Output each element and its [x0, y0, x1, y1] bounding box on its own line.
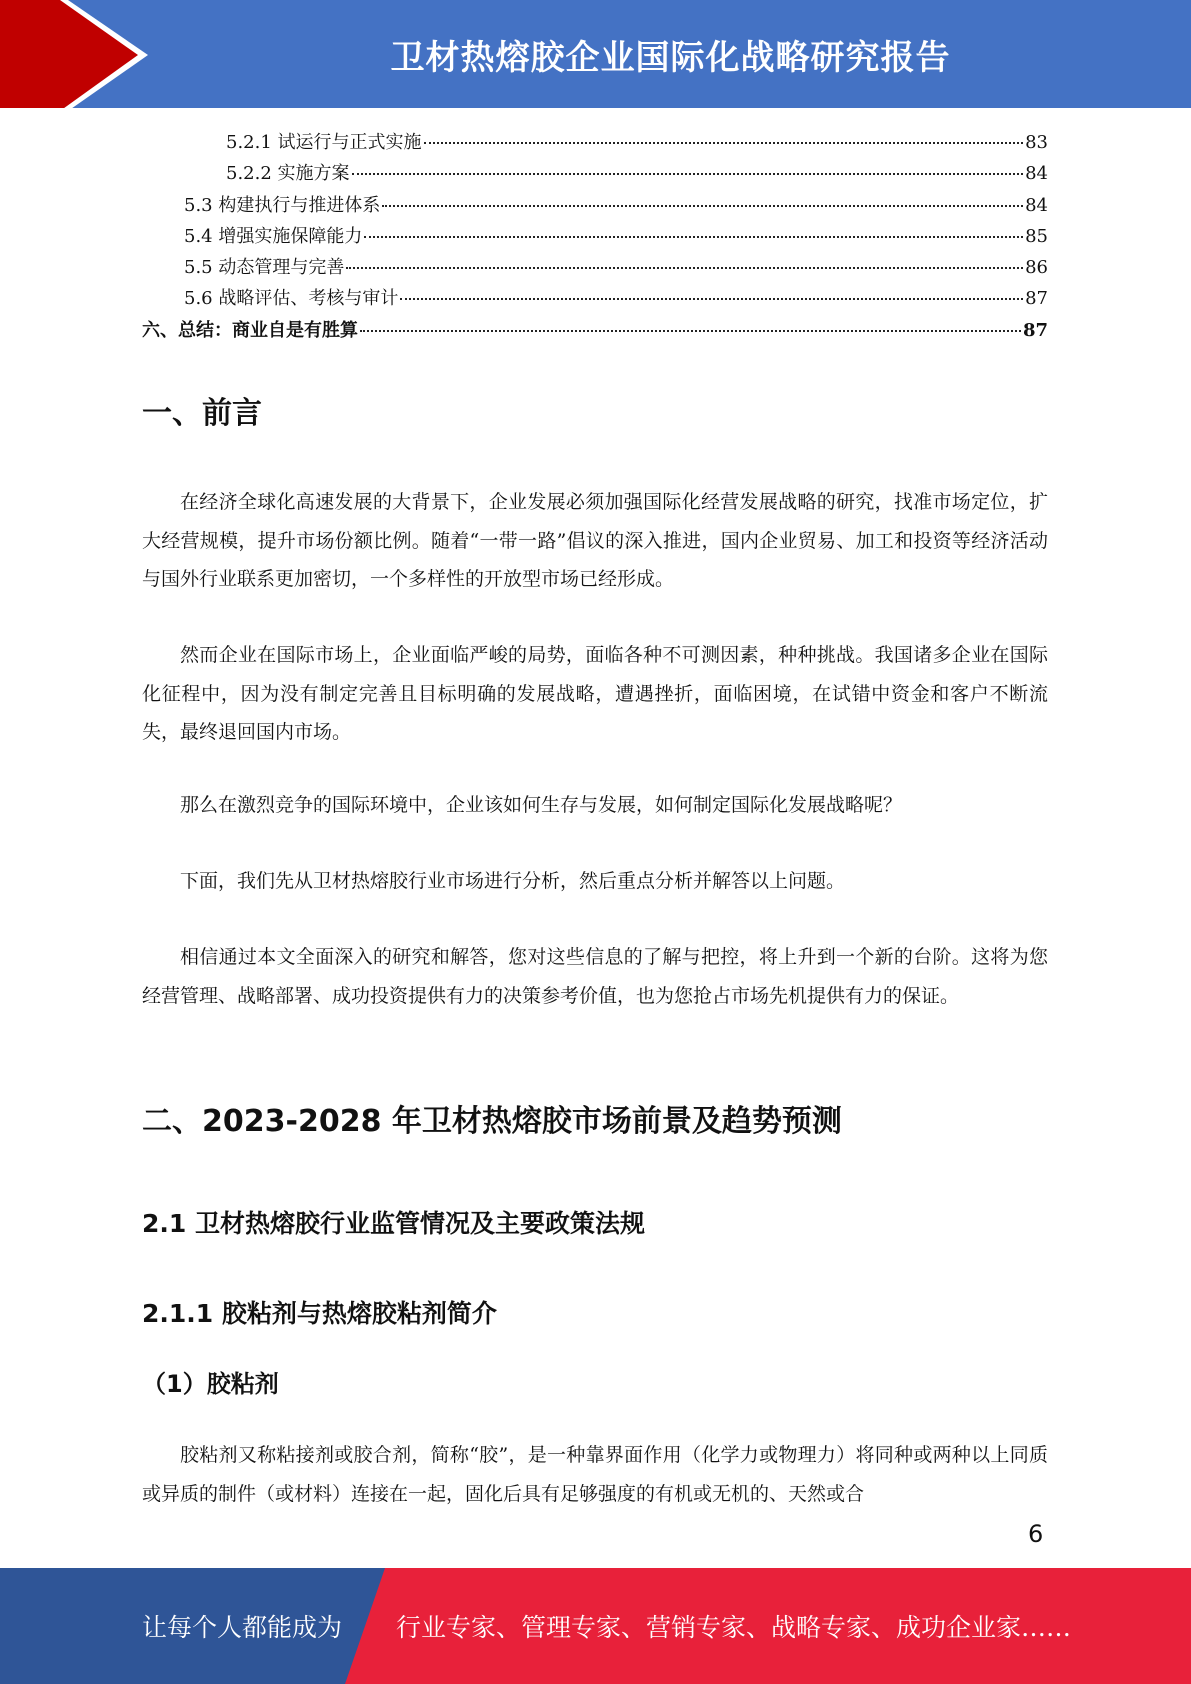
toc-entry-title: 5.4 增强实施保障能力 — [184, 225, 363, 247]
body-paragraph: 在经济全球化高速发展的大背景下，企业发展必须加强国际化经营发展战略的研究，找准市场定位，扩大经营规模，提升市场份额比例。随着“一带一路”倡议的深入推进，国内企业贸易、加工和投资等经济活动与国外行业联系更加密切，一个多样性的开放型市场已经形成。 — [142, 491, 1048, 590]
toc-entry[interactable] — [142, 191, 1048, 222]
toc-entry-page: 83 — [1025, 132, 1048, 153]
body-paragraph: 下面，我们先从卫材热熔胶行业市场进行分析，然后重点分析并解答以上问题。 — [180, 870, 846, 892]
subsubsection-heading: 2.1.1 胶粘剂与热熔胶粘剂简介 — [142, 1299, 497, 1328]
toc-leader-dots — [352, 173, 1024, 175]
page-number: 6 — [1028, 1520, 1044, 1548]
body-paragraph: 胶粘剂又称粘接剂或胶合剂，简称“胶”，是一种靠界面作用（化学力或物理力）将同种或两种以上同质或异质的制件（或材料）连接在一起，固化后具有足够强度的有机或无机的、天然或合 — [142, 1444, 1048, 1505]
toc-entry-page: 87 — [1025, 288, 1048, 310]
page-header — [0, 0, 1191, 111]
toc-leader-dots — [424, 142, 1024, 144]
toc-entry-page: 85 — [1025, 225, 1048, 247]
toc-entry-title: 5.5 动态管理与完善 — [184, 257, 345, 279]
toc-entry-title: 5.2.2 实施方案 — [226, 163, 350, 185]
toc-entry-title: 5.6 战略评估、考核与审计 — [184, 288, 399, 310]
body-paragraph: 然而企业在国际市场上，企业面临严峻的局势，面临各种不可测因素，种种挑战。我国诸多企业在国际化征程中，因为没有制定完善且目标明确的发展战略，遭遇挫折，面临困境，在试错中资金和客户不断流失，最终退回国内市场。 — [142, 644, 1048, 743]
toc-entry-page: 87 — [1022, 319, 1048, 341]
table-of-contents — [142, 128, 1048, 347]
body-paragraph: 相信通过本文全面深入的研究和解答，您对这些信息的了解与把控，将上升到一个新的台阶。这将为您经营管理、战略部署、成功投资提供有力的决策参考价值，也为您抢占市场先机提供有力的保证。 — [142, 946, 1048, 1007]
toc-entry-page: 86 — [1025, 257, 1048, 279]
toc-leader-dots — [400, 298, 1023, 300]
toc-entry-page: 84 — [1025, 194, 1048, 216]
toc-entry[interactable] — [142, 222, 1048, 253]
toc-entry-title: 5.2.1 试运行与正式实施 — [226, 132, 422, 153]
toc-entry[interactable] — [142, 159, 1048, 190]
toc-entry-page: 84 — [1025, 163, 1048, 185]
toc-entry-title: 5.3 构建执行与推进体系 — [184, 194, 381, 216]
toc-entry[interactable] — [142, 284, 1048, 315]
body-paragraph: 那么在激烈竞争的国际环境中，企业该如何生存与发展，如何制定国际化发展战略呢？ — [180, 794, 903, 816]
toc-leader-dots — [346, 267, 1023, 269]
toc-leader-dots — [364, 236, 1023, 238]
subsection-heading: 2.1 卫材热熔胶行业监管情况及主要政策法规 — [142, 1209, 645, 1238]
toc-leader-dots — [382, 205, 1023, 207]
footer-slogan-right: 行业专家、管理专家、营销专家、战略专家、成功企业家…… — [396, 1613, 1072, 1642]
toc-entry-title: 六、总结：商业自是有胜算 — [142, 319, 358, 341]
toc-leader-dots — [360, 330, 1021, 332]
item-heading: （1）胶粘剂 — [142, 1370, 279, 1398]
section-heading-preface: 一、前言 — [142, 396, 262, 431]
footer-slogan-left: 让每个人都能成为 — [142, 1613, 343, 1642]
page-footer — [0, 1568, 1191, 1684]
toc-entry[interactable] — [142, 128, 1048, 159]
section-heading-market-outlook: 二、2023-2028 年卫材热熔胶市场前景及趋势预测 — [142, 1104, 842, 1139]
toc-entry[interactable] — [142, 253, 1048, 284]
report-title: 卫材热熔胶企业国际化战略研究报告 — [390, 37, 951, 78]
toc-entry[interactable] — [142, 316, 1048, 347]
